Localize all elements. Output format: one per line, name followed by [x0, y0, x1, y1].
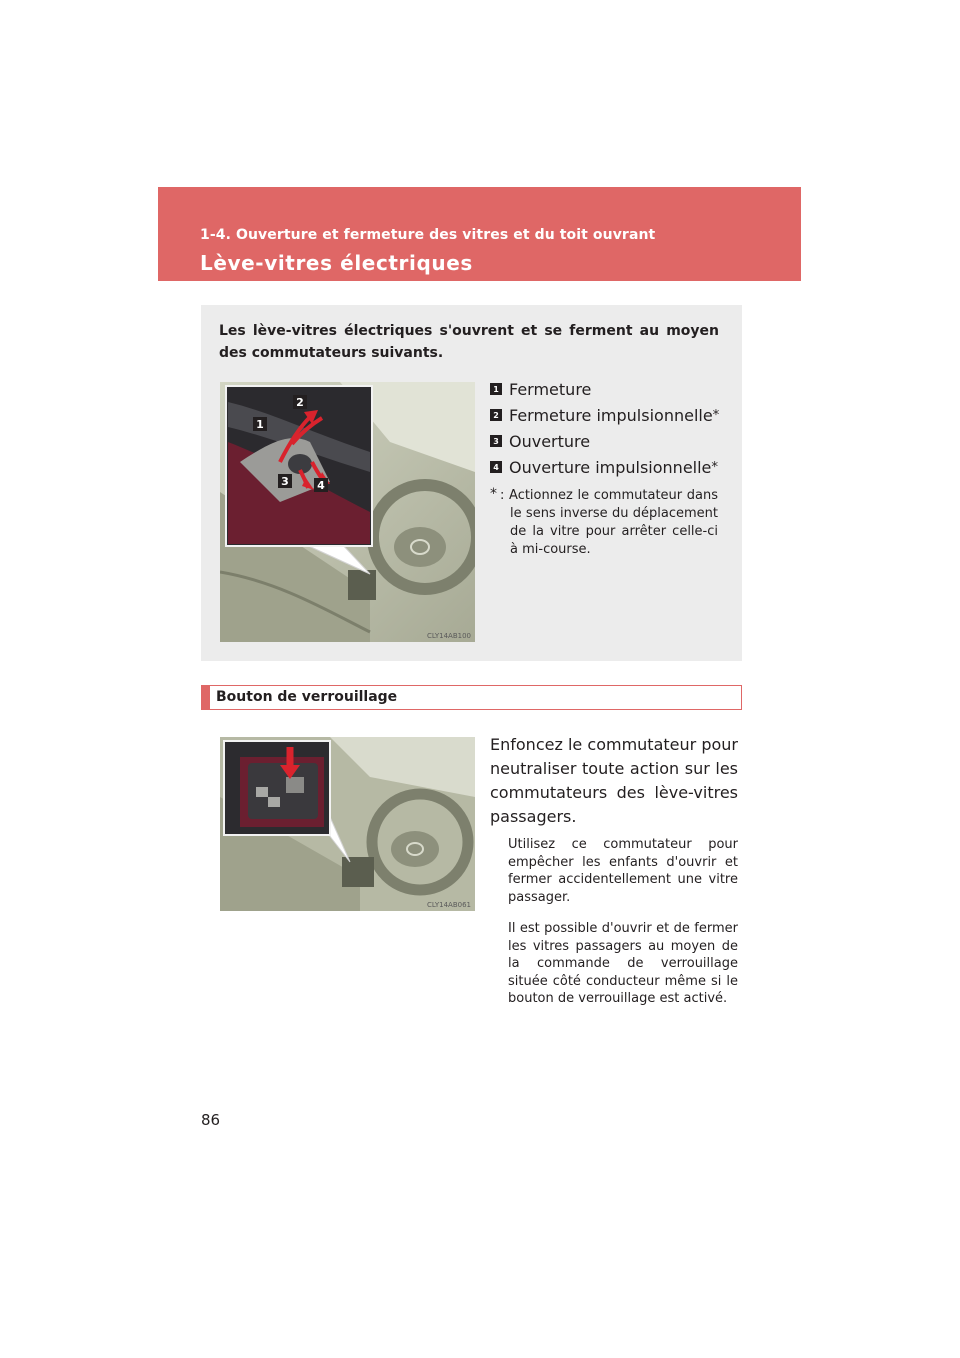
legend-number: 3 — [490, 435, 502, 447]
legend-label: Ouverture impulsionnelle — [509, 457, 712, 477]
legend-label: Fermeture — [509, 379, 592, 399]
lock-button-photo — [220, 737, 475, 911]
lock-paragraph-1: Utilisez ce commutateur pour empêcher les enfants d'ouvrir et fermer accidentellement une vitre passager. — [508, 837, 738, 905]
subsection-heading — [201, 685, 742, 710]
lock-button-illustration — [220, 737, 475, 911]
figure-code: CLY14AB100 — [427, 632, 471, 640]
door-switch-illustration — [220, 382, 475, 642]
legend-item — [490, 376, 720, 402]
chapter-header — [158, 187, 801, 281]
footnote — [490, 487, 718, 559]
lock-body-text: Enfoncez le commutateur pour neutraliser toute action sur les commutateurs des lève-vitres passagers. — [490, 735, 738, 826]
asterisk: * — [712, 407, 720, 423]
legend-number: 1 — [490, 383, 502, 395]
figure-code: CLY14AB061 — [427, 901, 471, 909]
subsection-title: Bouton de verrouillage — [216, 689, 398, 705]
intro-text: Les lève-vitres électriques s'ouvrent et se ferment au moyen des commutateurs suivants. — [219, 323, 719, 361]
callout-2: 2 — [296, 396, 304, 409]
legend-label: Fermeture impulsionnelle — [509, 405, 713, 425]
callout-4: 4 — [317, 479, 325, 492]
page-number: 86 — [201, 1111, 221, 1129]
legend — [490, 376, 720, 480]
legend-item — [490, 454, 720, 480]
callout-1: 1 — [256, 418, 264, 431]
page-title: Lève-vitres électriques — [200, 251, 473, 275]
section-label: 1-4. Ouverture et fermeture des vitres et du toit ouvrant — [200, 227, 656, 243]
footnote-star: * — [490, 486, 497, 502]
legend-number: 2 — [490, 409, 502, 421]
asterisk: * — [711, 459, 719, 475]
legend-item — [490, 428, 720, 454]
door-switch-photo — [220, 382, 475, 642]
heading-accent-bar — [202, 686, 210, 709]
lock-paragraph-2: Il est possible d'ouvrir et de fermer les vitres passagers au moyen de la commande de verrouillage située côté conducteur même si le bouton de verrouillage est activé. — [508, 921, 738, 1006]
legend-item — [490, 402, 720, 428]
legend-label: Ouverture — [509, 431, 591, 451]
footnote-text: : Actionnez le commutateur dans le sens inverse du déplacement de la vitre pour arrêter celle-ci à mi-course. — [500, 488, 718, 557]
callout-3: 3 — [281, 475, 289, 488]
legend-number: 4 — [490, 461, 502, 473]
